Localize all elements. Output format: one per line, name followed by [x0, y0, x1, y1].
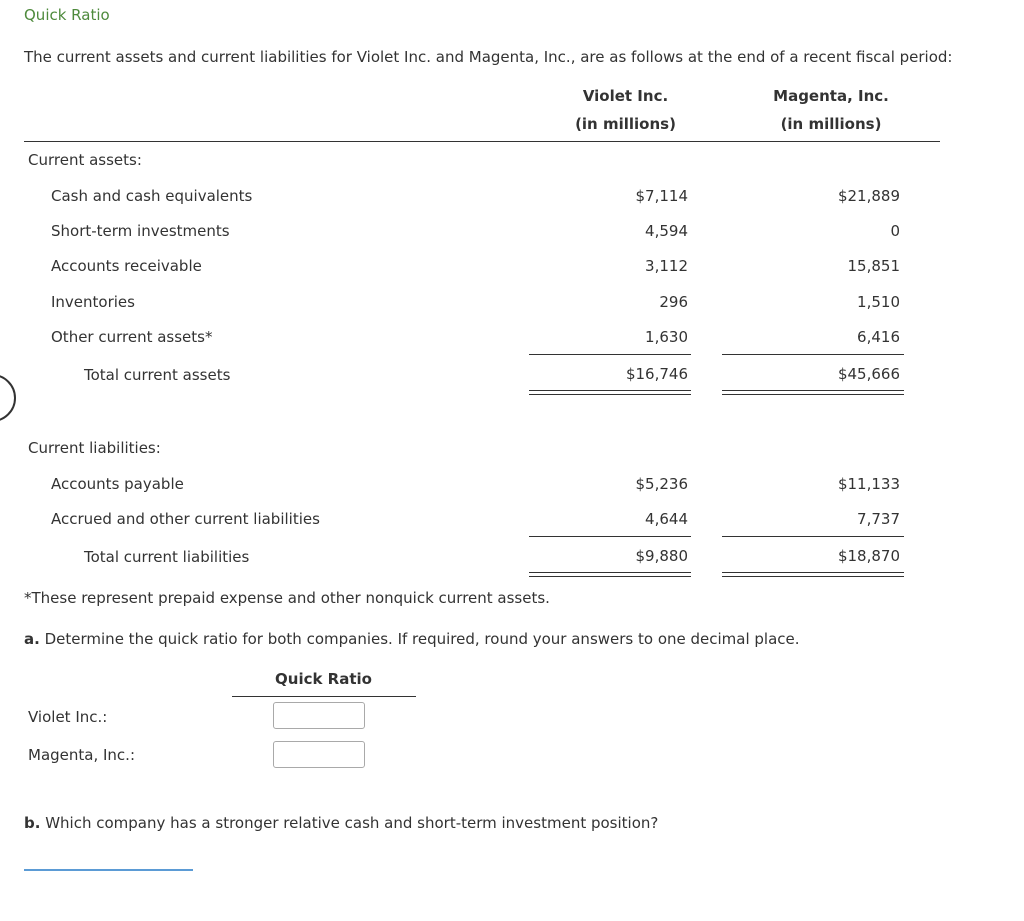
total-double-rule-magenta [722, 390, 904, 395]
total-assets-magenta: $45,666 [837, 365, 900, 383]
violet-column-header: Violet Inc. [582, 87, 669, 105]
part-b-letter: b. [24, 814, 41, 832]
total-liabilities-violet: $9,880 [635, 547, 688, 565]
asset-row-label: Short-term investments [51, 222, 230, 240]
liability-row-magenta: $11,133 [837, 475, 900, 493]
part-b-text: Which company has a stronger relative cash and short-term investment position? [45, 814, 659, 832]
asset-row-magenta: 0 [890, 222, 900, 240]
total-liabilities-magenta: $18,870 [837, 547, 900, 565]
asset-row-violet: 3,112 [645, 257, 688, 275]
asset-row-magenta: $21,889 [837, 187, 900, 205]
asset-row-label: Other current assets* [51, 328, 213, 346]
magenta-column-header: Magenta, Inc. [773, 87, 889, 105]
asset-row-violet: $7,114 [635, 187, 688, 205]
part-a-letter: a. [24, 630, 40, 648]
subtotal-rule-magenta [722, 354, 904, 355]
liability-row-magenta: 7,737 [857, 510, 900, 528]
violet-answer-label: Violet Inc.: [28, 708, 108, 726]
total-liabilities-label: Total current liabilities [84, 548, 250, 566]
intro-text: The current assets and current liabilities for Violet Inc. and Magenta, Inc., are as follows at the end of a recent fiscal period: [24, 48, 953, 66]
total-double-rule-violet [529, 390, 691, 395]
footnote: *These represent prepaid expense and other nonquick current assets. [24, 589, 550, 607]
asset-row-magenta: 6,416 [857, 328, 900, 346]
liability-row-label: Accounts payable [51, 475, 184, 493]
page-title: Quick Ratio [24, 6, 110, 24]
liability-row-violet: $5,236 [635, 475, 688, 493]
subtotal-rule-magenta [722, 536, 904, 537]
magenta-column-unit: (in millions) [780, 115, 882, 133]
total-assets-label: Total current assets [84, 366, 231, 384]
scroll-circle-icon [0, 374, 16, 422]
asset-row-label: Inventories [51, 293, 135, 311]
asset-row-label: Accounts receivable [51, 257, 202, 275]
part-b-answer-dropdown[interactable] [24, 869, 193, 871]
liability-row-label: Accrued and other current liabilities [51, 510, 320, 528]
part-a-text: Determine the quick ratio for both companies. If required, round your answers to one decimal place. [44, 630, 800, 648]
magenta-quick-ratio-input[interactable] [273, 741, 365, 768]
asset-row-violet: 296 [659, 293, 688, 311]
liability-row-violet: 4,644 [645, 510, 688, 528]
total-double-rule-magenta [722, 572, 904, 577]
asset-row-violet: 1,630 [645, 328, 688, 346]
part-a-question [24, 630, 800, 648]
part-b-question [24, 814, 658, 832]
header-divider [24, 141, 940, 142]
asset-row-magenta: 1,510 [857, 293, 900, 311]
subtotal-rule-violet [529, 536, 691, 537]
quick-ratio-header-rule [232, 696, 416, 697]
current-assets-heading: Current assets: [28, 151, 142, 169]
magenta-answer-label: Magenta, Inc.: [28, 746, 135, 764]
total-assets-violet: $16,746 [625, 365, 688, 383]
asset-row-label: Cash and cash equivalents [51, 187, 253, 205]
quick-ratio-header: Quick Ratio [275, 670, 372, 688]
violet-column-unit: (in millions) [575, 115, 676, 133]
current-liabilities-heading: Current liabilities: [28, 439, 161, 457]
violet-quick-ratio-input[interactable] [273, 702, 365, 729]
total-double-rule-violet [529, 572, 691, 577]
asset-row-magenta: 15,851 [847, 257, 900, 275]
asset-row-violet: 4,594 [645, 222, 688, 240]
subtotal-rule-violet [529, 354, 691, 355]
